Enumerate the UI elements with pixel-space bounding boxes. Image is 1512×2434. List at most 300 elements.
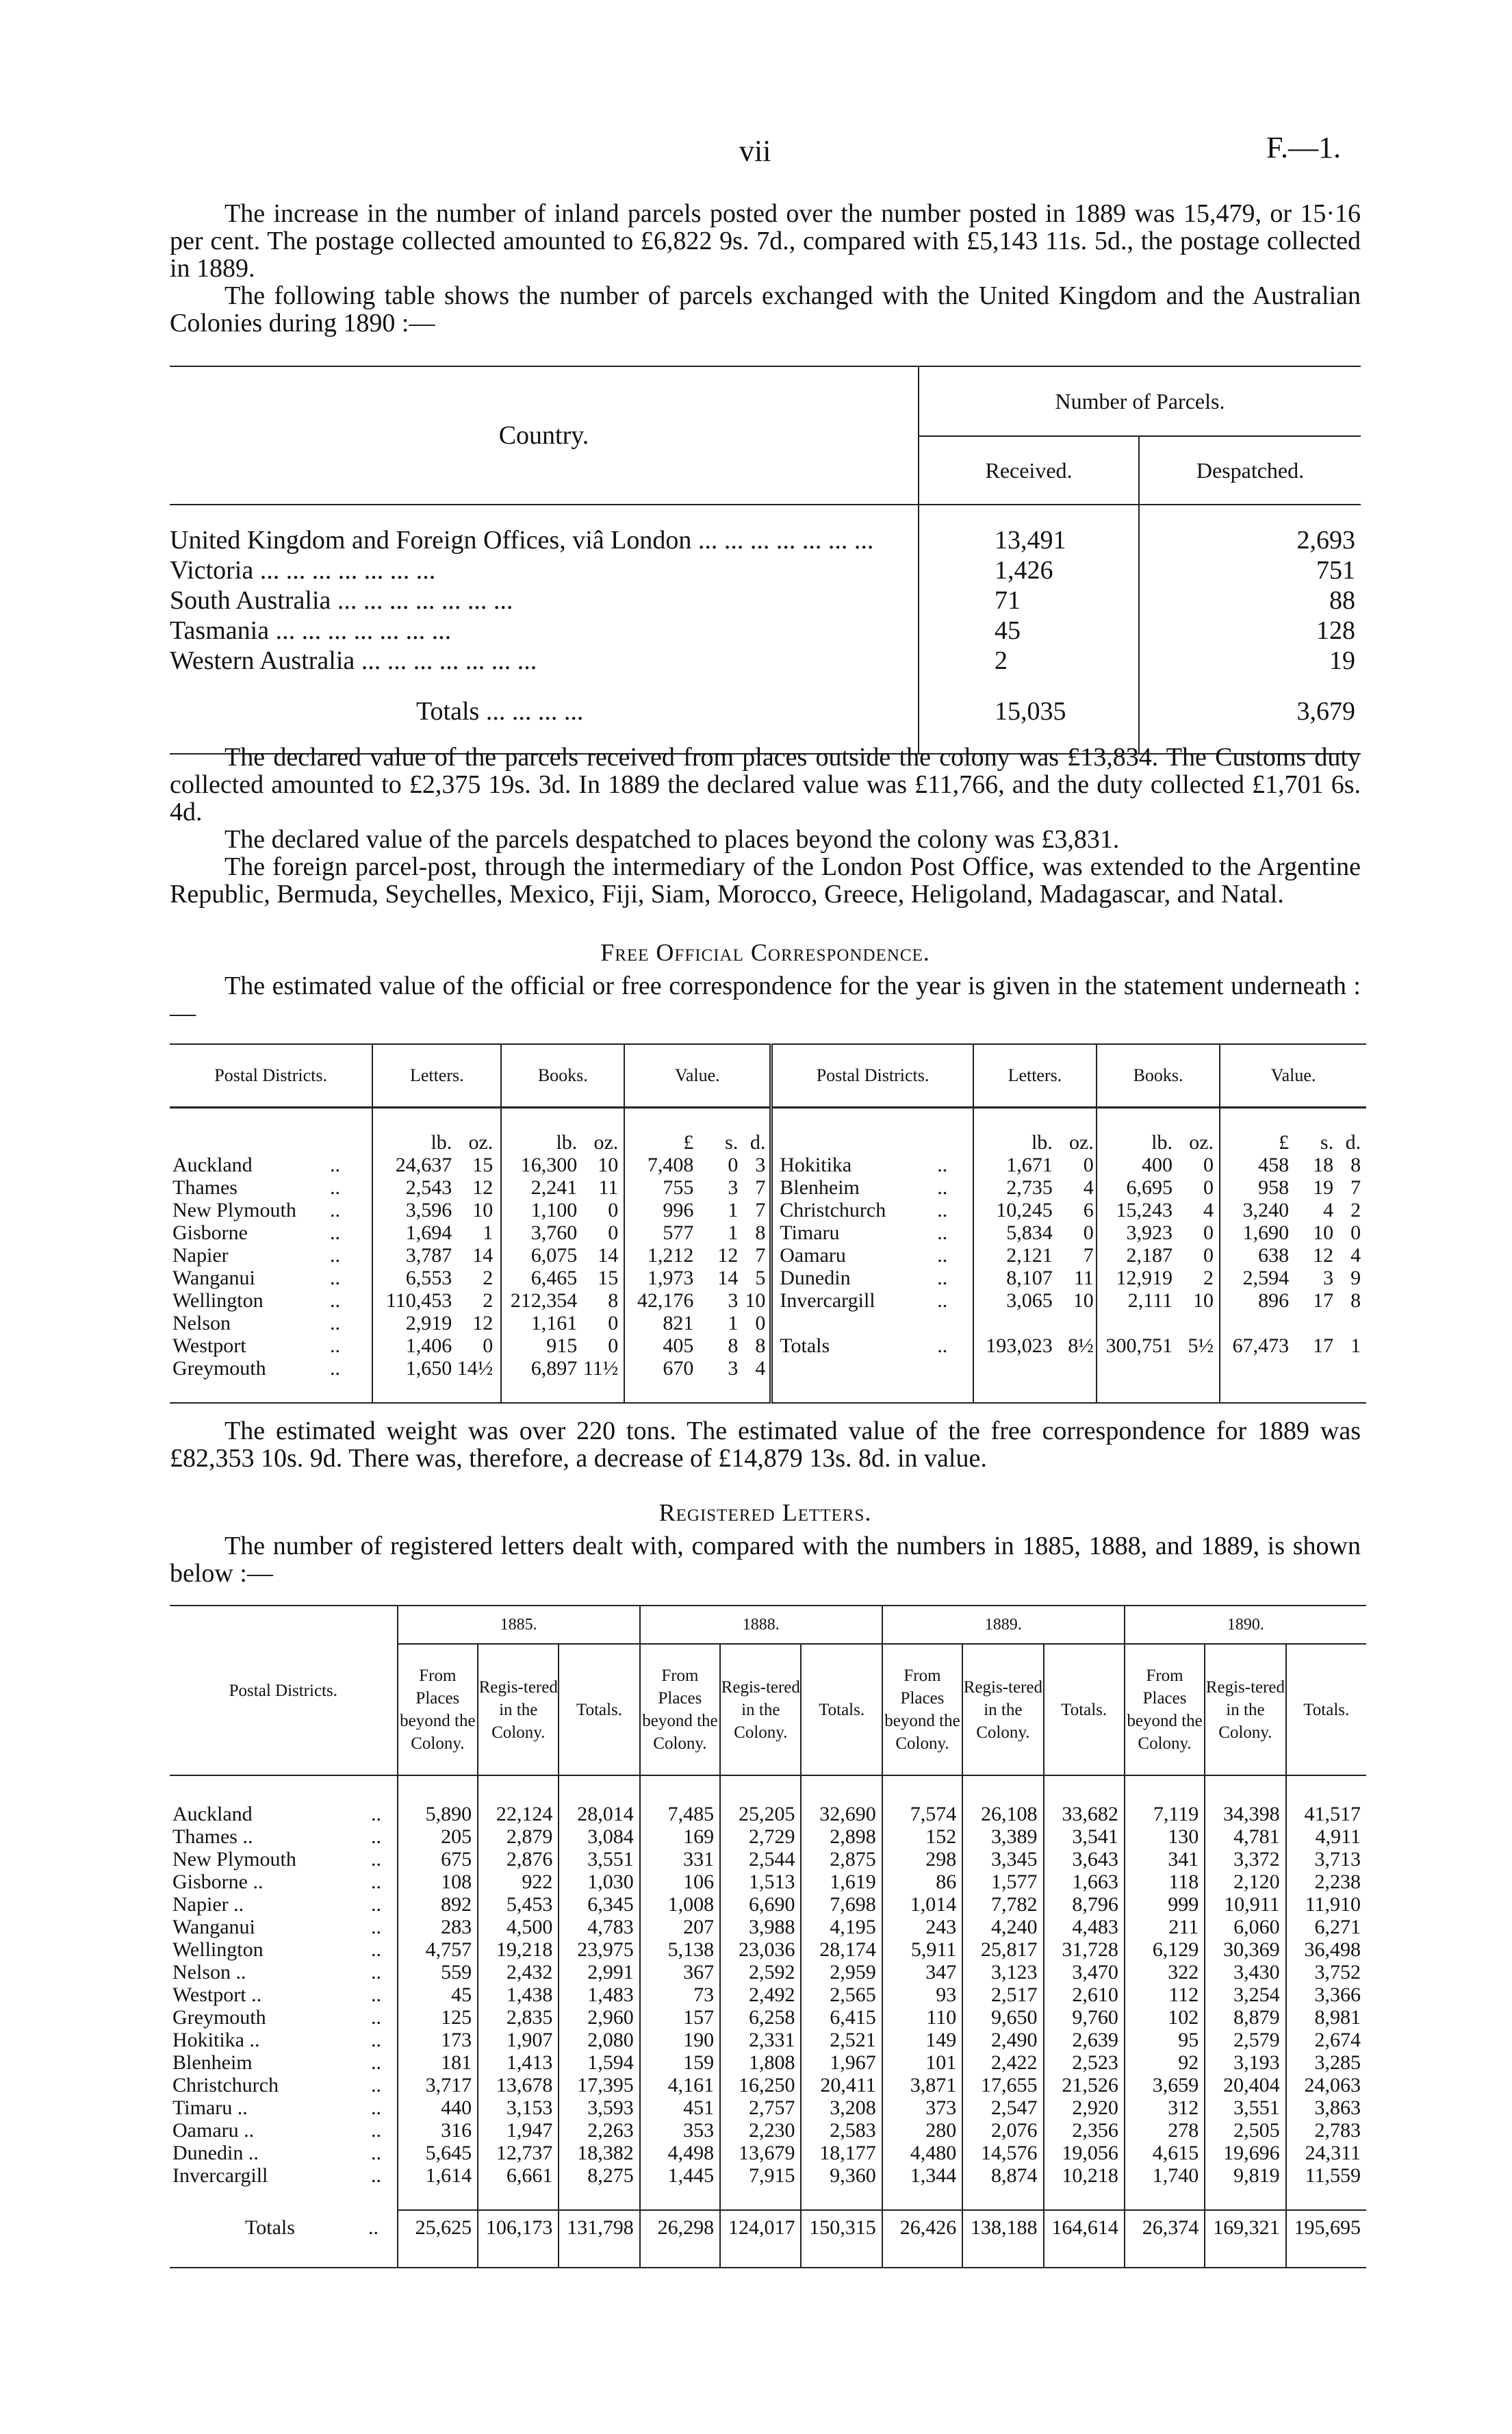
value-sub2: 2: [1350, 1198, 1361, 1221]
value-cell: 24,311: [1286, 2142, 1366, 2164]
value-cell: 373: [882, 2096, 962, 2119]
spacer-cell: [1125, 2244, 1205, 2268]
spacer-cell: [170, 1107, 372, 1131]
value-sub: 17: [1313, 1289, 1334, 1312]
col-header-year: 1890.: [1125, 1606, 1366, 1644]
spacer-cell: [640, 1775, 720, 1803]
letters-cell: [372, 1267, 501, 1289]
value-cell: 190: [640, 2029, 720, 2051]
table-row: [170, 1267, 1366, 1289]
district-name: Totals: [780, 1334, 830, 1357]
district-cell: [170, 2119, 398, 2142]
received-cell: 2: [919, 646, 1139, 676]
value-cell: 1,967: [801, 2051, 882, 2074]
value-sub: 1: [728, 1198, 739, 1221]
value-cell: 26,426: [882, 2210, 962, 2244]
value-cell: 2,547: [962, 2096, 1043, 2119]
value-sub: 10: [1313, 1221, 1334, 1244]
unit-sub: s.: [1320, 1130, 1334, 1154]
value-main: 670: [663, 1356, 694, 1380]
district-name: Thames: [172, 1176, 238, 1199]
leader-dots: ..: [937, 1243, 948, 1267]
value-cell: 4,783: [559, 1916, 639, 1938]
letters-main: 110,453: [385, 1289, 452, 1312]
district-name: Dunedin ..: [172, 2142, 259, 2164]
value-cell: 169,321: [1205, 2210, 1285, 2244]
despatched-cell: 88: [1139, 585, 1361, 616]
value-cell: 2,674: [1286, 2029, 1366, 2051]
value-cell: [624, 1312, 771, 1334]
value-cell: 5,138: [640, 1938, 720, 1961]
col-header-despatched: Despatched.: [1139, 436, 1361, 505]
leader-dots: ..: [330, 1334, 340, 1357]
spacer-cell: [973, 1380, 1097, 1403]
letters-main: 2,919: [405, 1311, 452, 1334]
spacer-cell: [478, 2244, 559, 2268]
value-cell: 4,498: [640, 2142, 720, 2164]
value-cell: 1,614: [398, 2164, 478, 2187]
paragraph-inland-parcels: [170, 200, 1361, 282]
unit-sub2: d.: [1345, 1130, 1361, 1154]
received-total: 15,035: [919, 696, 1139, 726]
country-name: Western Australia: [170, 646, 355, 675]
letters-cell: [973, 1244, 1097, 1267]
value-cell: 353: [640, 2119, 720, 2142]
district-name: Hokitika ..: [172, 2029, 260, 2051]
district-cell: [170, 1848, 398, 1871]
letters-cell: [973, 1176, 1097, 1199]
value-cell: 341: [1125, 1848, 1205, 1871]
value-cell: [1220, 1176, 1366, 1199]
value-cell: [1220, 1221, 1366, 1244]
district-cell: [170, 1131, 372, 1154]
value-sub2: 0: [755, 1311, 766, 1334]
letters-cell: [973, 1131, 1097, 1154]
value-cell: 3,208: [801, 2096, 882, 2119]
spacer-cell: [398, 2244, 478, 2268]
table-row: [170, 646, 1361, 676]
table-row: [170, 525, 1361, 555]
leader-dots: ..: [937, 1221, 948, 1244]
value-cell: 28,174: [801, 1938, 882, 1961]
col-header-country: Country.: [170, 366, 919, 505]
paragraph-table-intro: [170, 282, 1361, 337]
value-cell: 2,920: [1044, 2096, 1125, 2119]
value-cell: 131,798: [559, 2210, 639, 2244]
value-cell: 3,153: [478, 2096, 559, 2119]
value-cell: [624, 1267, 771, 1289]
value-sub: 3: [728, 1289, 739, 1312]
value-cell: 92: [1125, 2051, 1205, 2074]
value-sub2: 3: [755, 1153, 766, 1176]
spacer-row: [170, 676, 1361, 696]
value-cell: 9,819: [1205, 2164, 1285, 2187]
value-cell: 2,959: [801, 1961, 882, 1983]
value-cell: 7,119: [1125, 1803, 1205, 1825]
letters-sub: 2: [483, 1266, 494, 1289]
spacer-cell: [720, 2244, 801, 2268]
value-cell: 10,218: [1044, 2164, 1125, 2187]
district-cell: [170, 2210, 398, 2244]
books-cell: [1097, 1267, 1220, 1289]
value-sub2: 7: [755, 1243, 766, 1267]
books-sub: 4: [1203, 1198, 1214, 1221]
spacer-cell: [882, 1775, 962, 1803]
table-row: [170, 1916, 1366, 1938]
leader-dots: ... ... ... ... ... ... ...: [331, 586, 513, 615]
table-row: [170, 1176, 1366, 1199]
value-cell: 18,177: [801, 2142, 882, 2164]
books-cell: [1097, 1221, 1220, 1244]
spacer-cell: [1044, 2244, 1125, 2268]
parcels-table: [170, 366, 1361, 755]
spacer-row: [170, 1380, 1366, 1403]
letters-main: 3,787: [405, 1243, 452, 1267]
col-header-registered-in-colony: Regis-tered in the Colony.: [478, 1644, 559, 1775]
value-cell: 7,915: [720, 2164, 801, 2187]
value-cell: 23,975: [559, 1938, 639, 1961]
value-cell: 3,988: [720, 1916, 801, 1938]
letters-cell: [973, 1221, 1097, 1244]
district-cell: [170, 1221, 372, 1244]
value-cell: 10,911: [1205, 1893, 1285, 1916]
books-sub: 0: [1203, 1176, 1214, 1199]
col-header-year: 1885.: [398, 1606, 640, 1644]
books-main: 212,354: [510, 1289, 578, 1312]
value-cell: 13,678: [478, 2074, 559, 2096]
books-cell: [1097, 1334, 1220, 1357]
table-row: [170, 1871, 1366, 1893]
value-cell: 2,422: [962, 2051, 1043, 2074]
value-cell: 322: [1125, 1961, 1205, 1983]
value-cell: 1,030: [559, 1871, 639, 1893]
value-cell: 9,760: [1044, 2006, 1125, 2029]
books-cell: [501, 1289, 624, 1312]
district-name: Timaru ..: [172, 2096, 248, 2119]
leader-dots: ..: [937, 1289, 948, 1312]
district-cell: [170, 1289, 372, 1312]
unit-sub: oz.: [593, 1130, 619, 1154]
paragraph-free-correspondence-intro: [170, 972, 1361, 1027]
value-sub2: 0: [1350, 1221, 1361, 1244]
value-main: 3,240: [1242, 1198, 1290, 1221]
leader-dots: ..: [330, 1289, 340, 1312]
books-main: 6,075: [530, 1243, 578, 1267]
value-cell: 2,783: [1286, 2119, 1366, 2142]
books-main: 2,111: [1127, 1289, 1173, 1312]
leader-dots: ..: [371, 2164, 381, 2187]
value-cell: 3,430: [1205, 1961, 1285, 1983]
letters-cell: [973, 1289, 1097, 1312]
value-cell: 6,661: [478, 2164, 559, 2187]
letters-cell: [973, 1154, 1097, 1176]
value-cell: 4,781: [1205, 1825, 1285, 1848]
spacer-cell: [1097, 1107, 1220, 1131]
district-cell: [170, 1983, 398, 2006]
value-cell: 1,438: [478, 1983, 559, 2006]
leader-dots: ..: [330, 1221, 340, 1244]
value-cell: 157: [640, 2006, 720, 2029]
value-cell: [1220, 1244, 1366, 1267]
letters-sub: 12: [472, 1176, 494, 1199]
value-cell: 34,398: [1205, 1803, 1285, 1825]
value-cell: 102: [1125, 2006, 1205, 2029]
unit-main: lb.: [1151, 1130, 1173, 1154]
value-cell: 11,559: [1286, 2164, 1366, 2187]
books-sub: 11: [598, 1176, 619, 1199]
table-row: [170, 1893, 1366, 1916]
leader-dots: ... ... ... ... ... ... ...: [355, 646, 537, 675]
value-cell: 28,014: [559, 1803, 639, 1825]
books-cell: [501, 1154, 624, 1176]
letters-main: 3,596: [405, 1198, 452, 1221]
value-cell: 211: [1125, 1916, 1205, 1938]
value-cell: 7,698: [801, 1893, 882, 1916]
value-main: 896: [1258, 1289, 1290, 1312]
books-cell: [501, 1176, 624, 1199]
value-cell: 3,285: [1286, 2051, 1366, 2074]
unit-main: lb.: [431, 1130, 452, 1154]
district-name: Nelson ..: [172, 1961, 246, 1983]
value-cell: [1220, 1289, 1366, 1312]
despatched-total: 3,679: [1139, 696, 1361, 726]
value-cell: 999: [1125, 1893, 1205, 1916]
district-name: Blenheim: [780, 1176, 860, 1199]
district-cell: [170, 1176, 372, 1199]
value-sub: 18: [1313, 1153, 1334, 1176]
books-main: 400: [1142, 1153, 1173, 1176]
value-main: 577: [663, 1221, 694, 1244]
value-sub: 0: [728, 1153, 739, 1176]
value-cell: 1,445: [640, 2164, 720, 2187]
books-main: 915: [546, 1334, 578, 1357]
unit-main: £: [1279, 1130, 1290, 1154]
value-cell: 25,205: [720, 1803, 801, 1825]
district-cell: [771, 1334, 973, 1357]
col-header-postal-districts: Postal Districts.: [771, 1044, 973, 1107]
spacer-cell: [1044, 2187, 1125, 2210]
district-name: Dunedin: [780, 1266, 851, 1289]
col-header-postal-districts: Postal Districts.: [229, 1681, 337, 1700]
table-row: [170, 1848, 1366, 1871]
value-cell: 2,876: [478, 1848, 559, 1871]
leader-dots: ..: [371, 1825, 381, 1848]
spacer-cell: [640, 2187, 720, 2210]
letters-sub: 15: [472, 1153, 494, 1176]
value-main: 958: [1258, 1176, 1290, 1199]
value-cell: 13,679: [720, 2142, 801, 2164]
paragraph-text: The number of registered letters dealt with, compared with the numbers in 1885, 1888, and 1889, is shown below :—: [170, 1532, 1361, 1588]
value-cell: 451: [640, 2096, 720, 2119]
district-cell: [771, 1154, 973, 1176]
letters-cell: [372, 1221, 501, 1244]
value-cell: 73: [640, 1983, 720, 2006]
district-name: Wanganui: [172, 1916, 255, 1938]
value-cell: 150,315: [801, 2210, 882, 2244]
col-header-year: 1889.: [882, 1606, 1125, 1644]
value-cell: 8,874: [962, 2164, 1043, 2187]
value-cell: 4,911: [1286, 1825, 1366, 1848]
value-sub2: 8: [755, 1334, 766, 1357]
col-header-from-beyond: From Places beyond the Colony.: [882, 1644, 962, 1775]
value-cell: 1,663: [1044, 1871, 1125, 1893]
spacer-cell: [398, 2187, 478, 2210]
unit-sub2: d.: [749, 1130, 766, 1154]
books-sub: 0: [608, 1221, 619, 1244]
books-cell: [1097, 1131, 1220, 1154]
col-header-from-beyond: From Places beyond the Colony.: [398, 1644, 478, 1775]
letters-cell: [973, 1199, 1097, 1221]
spacer-row: [170, 2187, 1366, 2210]
spacer-cell: [170, 676, 919, 696]
letters-cell: [372, 1244, 501, 1267]
received-cell: 13,491: [919, 525, 1139, 555]
table-row: [170, 2119, 1366, 2142]
district-cell: [170, 1871, 398, 1893]
value-cell: 4,240: [962, 1916, 1043, 1938]
value-cell: 152: [882, 1825, 962, 1848]
district-name: Hokitika: [780, 1153, 852, 1176]
paragraph-text: The estimated weight was over 220 tons. The estimated value of the free correspondence for 1889 was £82,353 10s. 9d. There was, therefore, a decrease of £14,879 13s. 8d. in value.: [170, 1417, 1361, 1473]
books-sub: 5½: [1188, 1334, 1214, 1357]
books-sub: 0: [608, 1311, 619, 1334]
value-cell: 31,728: [1044, 1938, 1125, 1961]
leader-dots: ..: [371, 1961, 381, 1983]
table-row: [170, 1803, 1366, 1825]
table-row: [170, 1825, 1366, 1848]
leader-dots: ..: [937, 1153, 948, 1176]
letters-cell: [372, 1154, 501, 1176]
district-cell: [170, 1267, 372, 1289]
value-cell: 95: [1125, 2029, 1205, 2051]
value-cell: 6,271: [1286, 1916, 1366, 1938]
district-name: Greymouth: [172, 2006, 266, 2029]
table-row: [170, 2164, 1366, 2187]
district-name: Westport: [172, 1334, 246, 1357]
district-name: Christchurch: [172, 2074, 279, 2096]
books-sub: 0: [1203, 1243, 1214, 1267]
value-main: 2,594: [1242, 1266, 1290, 1289]
value-cell: 20,404: [1205, 2074, 1285, 2096]
district-name: Timaru: [780, 1221, 840, 1244]
value-cell: 2,492: [720, 1983, 801, 2006]
value-cell: 6,129: [1125, 1938, 1205, 1961]
value-cell: 2,579: [1205, 2029, 1285, 2051]
value-cell: 2,875: [801, 1848, 882, 1871]
value-cell: 2,639: [1044, 2029, 1125, 2051]
value-cell: 41,517: [1286, 1803, 1366, 1825]
col-header-year: 1888.: [640, 1606, 882, 1644]
value-cell: 312: [1125, 2096, 1205, 2119]
books-main: 12,919: [1116, 1266, 1173, 1289]
spacer-row: [170, 505, 1361, 525]
value-main: 996: [663, 1198, 694, 1221]
value-cell: 2,960: [559, 2006, 639, 2029]
spacer-cell: [962, 2187, 1043, 2210]
letters-main: 6,553: [405, 1266, 452, 1289]
value-cell: [1220, 1334, 1366, 1357]
value-sub2: 4: [755, 1356, 766, 1380]
value-main: 1,690: [1242, 1221, 1290, 1244]
leader-dots: ..: [371, 1803, 381, 1825]
value-sub2: 7: [755, 1176, 766, 1199]
value-cell: 2,120: [1205, 1871, 1285, 1893]
value-cell: 5,645: [398, 2142, 478, 2164]
table-row: [170, 1357, 1366, 1380]
value-cell: 2,879: [478, 1825, 559, 1848]
spacer-cell: [559, 2187, 639, 2210]
letters-cell: [372, 1199, 501, 1221]
letters-sub: 4: [1083, 1176, 1094, 1199]
leader-dots: ..: [371, 1916, 381, 1938]
value-cell: 33,682: [1044, 1803, 1125, 1825]
value-cell: 124,017: [720, 2210, 801, 2244]
value-cell: [1220, 1199, 1366, 1221]
value-sub2: 8: [755, 1221, 766, 1244]
district-cell: [170, 2164, 398, 2187]
spacer-cell: [1220, 1380, 1366, 1403]
value-cell: 164,614: [1044, 2210, 1125, 2244]
value-cell: 3,193: [1205, 2051, 1285, 2074]
spacer-cell: [962, 2244, 1043, 2268]
value-sub: 3: [1323, 1266, 1334, 1289]
value-sub2: 7: [1350, 1176, 1361, 1199]
value-cell: 892: [398, 1893, 478, 1916]
books-cell: [501, 1131, 624, 1154]
letters-main: 10,245: [996, 1198, 1053, 1221]
district-name: Oamaru ..: [172, 2119, 255, 2142]
district-cell: [170, 2096, 398, 2119]
spacer-cell: [1139, 676, 1361, 696]
district-cell: [170, 1312, 372, 1334]
value-main: 1,212: [647, 1243, 694, 1267]
value-cell: 36,498: [1286, 1938, 1366, 1961]
value-cell: 2,898: [801, 1825, 882, 1848]
value-cell: 3,254: [1205, 1983, 1285, 2006]
value-cell: 2,080: [559, 2029, 639, 2051]
spacer-cell: [478, 2187, 559, 2210]
spacer-cell: [398, 1775, 478, 1803]
value-cell: 2,583: [801, 2119, 882, 2142]
district-name: Invercargill: [172, 2164, 268, 2187]
value-cell: 3,643: [1044, 1848, 1125, 1871]
district-name: Wanganui: [172, 1266, 255, 1289]
district-cell: [771, 1131, 973, 1154]
district-cell: [771, 1176, 973, 1199]
table-row: [170, 1289, 1366, 1312]
paragraph-declared-value: [170, 744, 1361, 826]
value-main: 755: [663, 1176, 694, 1199]
spacer-cell: [919, 676, 1139, 696]
letters-cell: [372, 1334, 501, 1357]
letters-sub: 0: [483, 1334, 494, 1357]
table-row: [170, 616, 1361, 646]
value-sub2: 7: [755, 1198, 766, 1221]
books-main: 3,923: [1126, 1221, 1173, 1244]
value-cell: 3,084: [559, 1825, 639, 1848]
letters-sub: 8½: [1068, 1334, 1094, 1357]
spacer-cell: [720, 2187, 801, 2210]
table-row: [170, 2142, 1366, 2164]
leader-dots: ..: [371, 2142, 381, 2164]
value-cell: 1,344: [882, 2164, 962, 2187]
value-cell: 1,947: [478, 2119, 559, 2142]
value-cell: 3,551: [559, 1848, 639, 1871]
books-main: 2,241: [530, 1176, 578, 1199]
spacer-cell: [624, 1380, 771, 1403]
letters-sub: 6: [1083, 1198, 1094, 1221]
leader-dots: ..: [371, 2119, 381, 2142]
